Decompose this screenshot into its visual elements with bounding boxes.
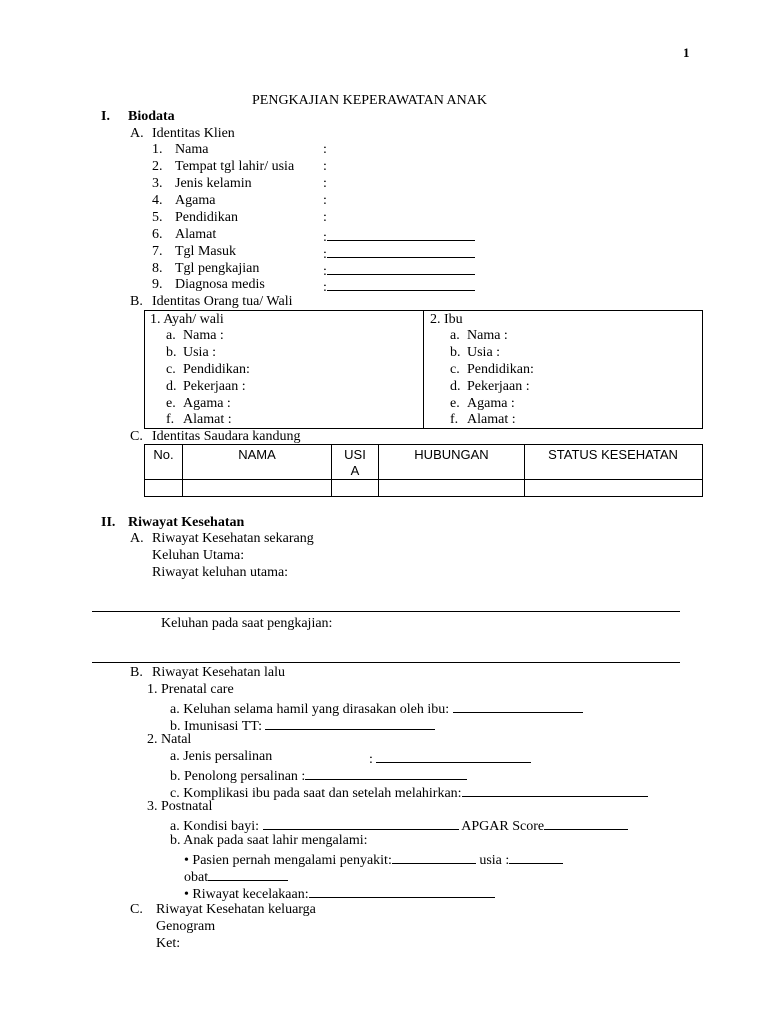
saudara-row-divider <box>144 479 702 480</box>
riwayat-keluhan-line[interactable] <box>92 611 680 612</box>
apgar-label: APGAR Score <box>461 819 545 834</box>
section1-num: I. <box>101 109 110 124</box>
klien-item-number: 3. <box>152 176 163 191</box>
klien-label: A. <box>130 126 144 141</box>
klien-item-number: 2. <box>152 159 163 174</box>
bullet-penyakit: • Pasien pernah mengalami penyakit: <box>184 853 392 868</box>
klien-item-label: Agama <box>175 193 216 208</box>
saudara-header-nama: NAMA <box>238 447 276 462</box>
diagnosa-blank[interactable] <box>327 277 475 291</box>
saudara-title: Identitas Saudara kandung <box>152 429 301 444</box>
obat-blank[interactable] <box>208 867 288 881</box>
natal-a-sep: : <box>369 752 373 767</box>
post-a: a. Kondisi bayi: <box>170 819 260 834</box>
ibu-item: Nama : <box>467 328 508 343</box>
keluhan-pengkajian-line[interactable] <box>92 662 680 663</box>
ayah-item-letter: a. <box>166 328 176 343</box>
keluarga-title: Riwayat Kesehatan keluarga <box>156 902 316 917</box>
ayah-item: Usia : <box>183 345 217 360</box>
riwayat-keluhan: Riwayat keluhan utama: <box>152 565 289 580</box>
ayah-item-letter: d. <box>166 379 177 394</box>
klien-item-number: 9. <box>152 277 163 292</box>
ibu-item-letter: b. <box>450 345 461 360</box>
post-b: b. Anak pada saat lahir mengalami: <box>170 833 368 848</box>
klien-item-sep: : <box>323 193 327 208</box>
section1-heading: Biodata <box>128 109 175 124</box>
klien-item-label: Nama <box>175 142 209 157</box>
kecelakaan-blank[interactable] <box>309 884 495 898</box>
sekarang-label: A. <box>130 531 144 546</box>
sekarang-title: Riwayat Kesehatan sekarang <box>152 531 314 546</box>
kondisi-bayi-blank[interactable] <box>263 816 459 830</box>
natal-a: a. Jenis persalinan <box>170 749 273 764</box>
keluarga-label: C. <box>130 902 143 917</box>
saudara-header-usia: USI <box>344 447 366 462</box>
ayah-item-letter: e. <box>166 396 176 411</box>
prenatal-heading: 1. Prenatal care <box>147 682 234 697</box>
page-title: PENGKAJIAN KEPERAWATAN ANAK <box>252 93 487 108</box>
ibu-item-letter: d. <box>450 379 461 394</box>
klien-item-label: Tgl Masuk <box>175 244 237 259</box>
tgl-masuk-blank[interactable] <box>327 244 475 258</box>
obat-label: obat <box>184 870 209 885</box>
klien-item-label: Jenis kelamin <box>175 176 252 191</box>
penolong-blank[interactable] <box>305 766 467 780</box>
klien-item-label: Pendidikan <box>175 210 238 225</box>
bullet-kecelakaan: • Riwayat kecelakaan: <box>184 887 309 902</box>
komplikasi-blank[interactable] <box>462 783 648 797</box>
ayah-title: 1. Ayah/ wali <box>150 312 224 327</box>
ibu-item: Agama : <box>467 396 515 411</box>
natal-c: c. Komplikasi ibu pada saat dan setelah melahirkan: <box>170 786 462 801</box>
klien-item-sep: : <box>323 142 327 157</box>
ibu-item: Usia : <box>467 345 501 360</box>
imunisasi-blank[interactable] <box>265 716 435 730</box>
lalu-title: Riwayat Kesehatan lalu <box>152 665 285 680</box>
ibu-item: Pendidikan: <box>467 362 534 377</box>
klien-item-number: 4. <box>152 193 163 208</box>
genogram-label: Genogram <box>156 919 216 934</box>
klien-title: Identitas Klien <box>152 126 235 141</box>
ibu-item-letter: e. <box>450 396 460 411</box>
klien-item-number: 6. <box>152 227 163 242</box>
usia-label: usia : <box>479 853 510 868</box>
saudara-header-usia-2: A <box>350 463 360 478</box>
klien-item-label: Tempat tgl lahir/ usia <box>175 159 295 174</box>
penyakit-blank[interactable] <box>392 850 476 864</box>
ayah-item: Nama : <box>183 328 224 343</box>
saudara-header-no: No. <box>153 447 174 462</box>
section2-num: II. <box>101 515 116 530</box>
klien-item-sep: : <box>323 247 327 262</box>
klien-item-label: Diagnosa medis <box>175 277 265 292</box>
saudara-header-status: STATUS KESEHATAN <box>548 447 678 462</box>
klien-item-number: 1. <box>152 142 163 157</box>
klien-item-sep: : <box>323 280 327 295</box>
ayah-item-letter: c. <box>166 362 176 377</box>
klien-item-label: Tgl pengkajian <box>175 261 260 276</box>
ayah-item: Agama : <box>183 396 231 411</box>
ayah-item-letter: b. <box>166 345 177 360</box>
klien-item-number: 7. <box>152 244 163 259</box>
usia-blank[interactable] <box>509 850 563 864</box>
ayah-item-letter: f. <box>166 412 175 427</box>
lalu-label: B. <box>130 665 143 680</box>
postnatal-heading: 3. Postnatal <box>147 799 213 814</box>
ibu-item: Pekerjaan : <box>467 379 530 394</box>
keluhan-utama: Keluhan Utama: <box>152 548 245 563</box>
keluhan-pengkajian: Keluhan pada saat pengkajian: <box>161 616 333 631</box>
natal-b: b. Penolong persalinan : <box>170 769 306 784</box>
ibu-item: Alamat : <box>467 412 516 427</box>
ortu-title: Identitas Orang tua/ Wali <box>152 294 293 309</box>
ibu-title: 2. Ibu <box>430 312 463 327</box>
ket-label: Ket: <box>156 936 181 951</box>
klien-item-label: Alamat <box>175 227 217 242</box>
prenatal-a: a. Keluhan selama hamil yang dirasakan oleh ibu: <box>170 702 450 717</box>
jenis-persalinan-blank[interactable] <box>376 749 531 763</box>
prenatal-b: b. Imunisasi TT: <box>170 719 262 734</box>
ibu-item-letter: a. <box>450 328 460 343</box>
klien-item-number: 8. <box>152 261 163 276</box>
klien-item-sep: : <box>323 210 327 225</box>
page-number: 1 <box>683 45 690 60</box>
prenatal-a-blank[interactable] <box>453 699 583 713</box>
alamat-blank[interactable] <box>327 227 475 241</box>
saudara-header-hubungan: HUBUNGAN <box>414 447 489 462</box>
section2-heading: Riwayat Kesehatan <box>128 515 245 530</box>
klien-item-sep: : <box>323 176 327 191</box>
klien-item-sep: : <box>323 159 327 174</box>
ayah-item: Pekerjaan : <box>183 379 246 394</box>
klien-item-number: 5. <box>152 210 163 225</box>
natal-heading: 2. Natal <box>147 732 192 747</box>
ibu-item-letter: c. <box>450 362 460 377</box>
ayah-item: Alamat : <box>183 412 232 427</box>
ayah-item: Pendidikan: <box>183 362 250 377</box>
ibu-item-letter: f. <box>450 412 459 427</box>
apgar-blank[interactable] <box>544 816 628 830</box>
ortu-divider <box>423 310 424 428</box>
klien-item-sep: : <box>323 230 327 245</box>
klien-item-sep: : <box>323 264 327 279</box>
tgl-pengkajian-blank[interactable] <box>327 261 475 275</box>
ortu-label: B. <box>130 294 143 309</box>
saudara-label: C. <box>130 429 143 444</box>
